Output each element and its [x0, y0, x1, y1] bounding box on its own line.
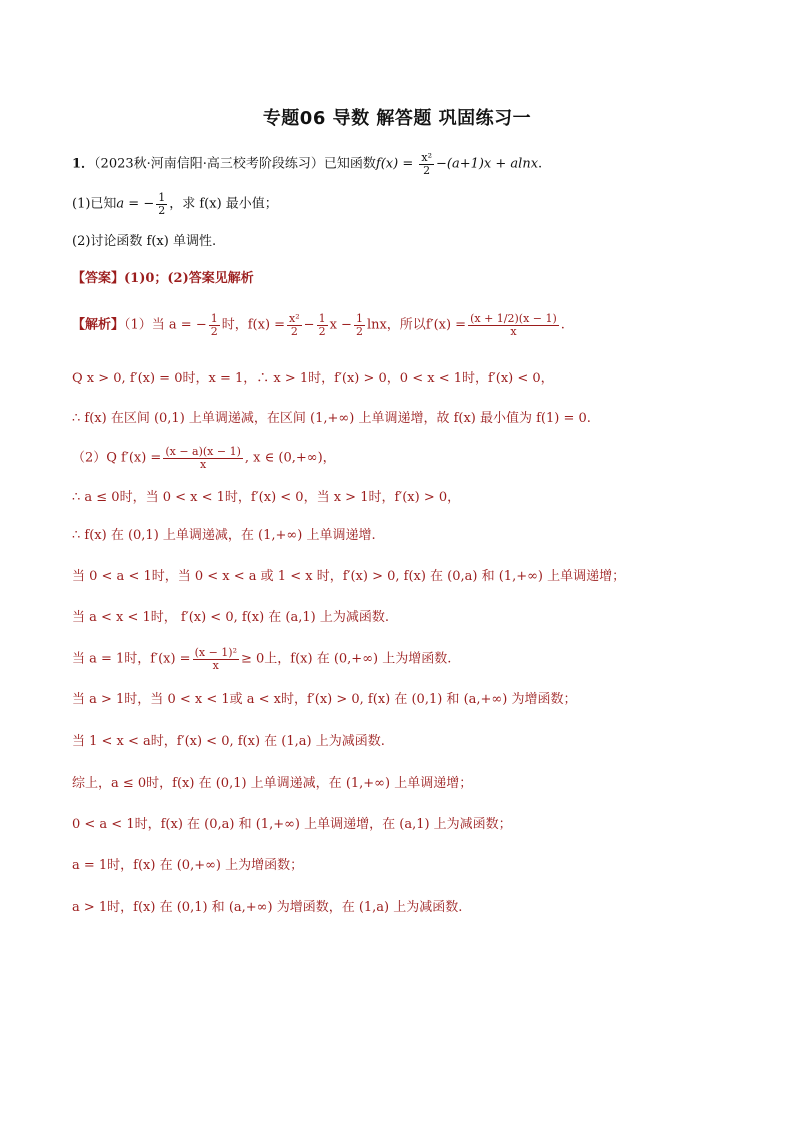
analysis-tag: 【解析】 — [72, 317, 125, 333]
analysis-line-1: 【解析】（1）当 a = − $\frac{1}{2}$ 时，f(x) = $\frac{\text{x²}}{2}$ − $\frac{1}{2}$ x − $\frac{1}{2}$ lnx，所以f′(x) = $\frac{(x + 1/2)(x - 1)}{x}$ . — [72, 312, 565, 338]
fraction: $\frac{1}{2}$ — [355, 312, 363, 338]
answer-tag: 【答案】 — [72, 271, 125, 286]
analysis-line-3: ∴ f(x) 在区间 (0,1) 上单调递减，在区间 (1,+∞) 上单调递增，故 f(x) 最小值为 f(1) = 0. — [72, 411, 591, 426]
answer-line — [72, 272, 254, 285]
analysis-line-5: ∴ a ≤ 0时，当 0 < x < 1时，f′(x) < 0，当 x > 1时，f′(x) > 0， — [72, 490, 461, 505]
fraction: $\frac{\text{x²}}{2}$ — [421, 151, 432, 177]
fraction: $\frac{\text{x²}}{2}$ — [289, 312, 300, 338]
analysis-line-4: （2）Q f′(x) = $\frac{(x - a)(x - 1)}{x}$ , x ∈ (0,+∞)， — [72, 445, 336, 471]
fraction: $\frac{(x - a)(x - 1)}{x}$ — [165, 445, 241, 471]
answer-text: (1)0；(2)答案见解析 — [124, 271, 254, 286]
page-title: 专题06 导数 解答题 巩固练习一 — [262, 108, 532, 129]
analysis-line-2: Q x > 0, f′(x) = 0时，x = 1，∴ x > 1时，f′(x) > 0，0 < x < 1时，f′(x) < 0， — [72, 371, 554, 386]
analysis-line-14: a = 1时，f(x) 在 (0,+∞) 上为增函数； — [72, 858, 304, 873]
analysis-line-10: 当 a > 1时，当 0 < x < 1或 a < x时，f′(x) > 0, f(x) 在 (0,1) 和 (a,+∞) 为增函数； — [72, 692, 577, 707]
analysis-line-7: 当 0 < a < 1时，当 0 < x < a 或 1 < x 时，f′(x) > 0, f(x) 在 (0,a) 和 (1,+∞) 上单调递增； — [72, 569, 626, 584]
problem-statement: 1．（2023秋·河南信阳·高三校考阶段练习）已知函数f(x) = $\frac{\text{x²}}{2}$ −(a+1)x + alnx. — [72, 151, 543, 177]
fraction: $\frac{\text{(x − 1)²}}{x}$ — [194, 646, 237, 672]
analysis-line-11: 当 1 < x < a时，f′(x) < 0, f(x) 在 (1,a) 上为减函数. — [72, 734, 385, 749]
question-2: (2)讨论函数 f(x) 单调性. — [72, 234, 217, 249]
analysis-line-8: 当 a < x < 1时， f′(x) < 0, f(x) 在 (a,1) 上为减函数. — [72, 610, 389, 625]
problem-number: 1． — [72, 156, 95, 172]
analysis-line-6: ∴ f(x) 在 (0,1) 上单调递减，在 (1,+∞) 上单调递增. — [72, 528, 376, 543]
fraction: $\frac{1}{2}$ — [210, 312, 218, 338]
derivative-fraction: $\frac{(x + 1/2)(x - 1)}{x}$ — [470, 312, 557, 338]
fraction: $\frac{1}{2}$ — [318, 312, 326, 338]
function-rhs: −(a+1)x + alnx — [435, 156, 539, 172]
question-1: (1)已知a = − $\frac{1}{2}$ ，求 f(x) 最小值； — [72, 191, 278, 217]
analysis-line-12: 综上，a ≤ 0时，f(x) 在 (0,1) 上单调递减，在 (1,+∞) 上单调递增； — [72, 776, 473, 791]
analysis-line-15: a > 1时，f(x) 在 (0,1) 和 (a,+∞) 为增函数，在 (1,a) 上为减函数. — [72, 900, 463, 915]
problem-source: （2023秋·河南信阳·高三校考阶段练习）已知函数 — [94, 156, 376, 172]
analysis-line-13: 0 < a < 1时，f(x) 在 (0,a) 和 (1,+∞) 上单调递增，在 (a,1) 上为减函数； — [72, 817, 512, 832]
fraction: $\frac{1}{2}$ — [158, 191, 166, 217]
analysis-line-9: 当 a = 1时，f′(x) = $\frac{\text{(x − 1)²}}{x}$ ≥ 0上，f(x) 在 (0,+∞) 上为增函数. — [72, 646, 452, 672]
function-lhs: f(x) = — [375, 156, 418, 172]
